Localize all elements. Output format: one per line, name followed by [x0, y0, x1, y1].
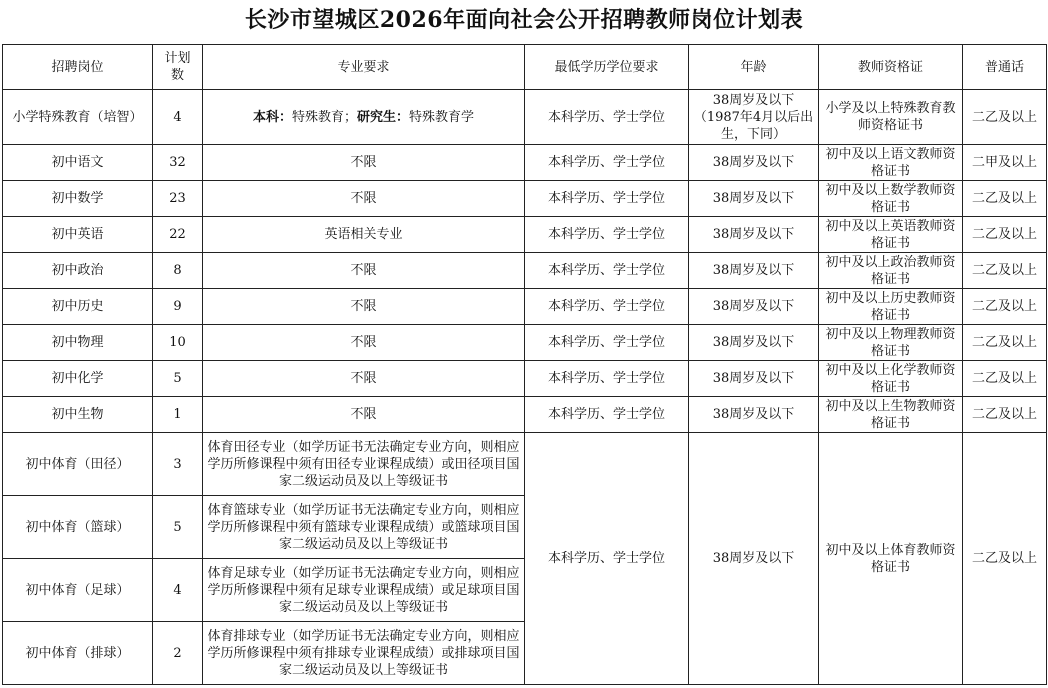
- cell-certificate: 初中及以上历史教师资格证书: [819, 289, 963, 325]
- cell-major: 体育田径专业（如学历证书无法确定专业方向，则相应学历所修课程中须有田径专业课程成绩）或田径项目国家二级运动员及以上等级证书: [203, 433, 525, 496]
- cell-position: 小学特殊教育（培智）: [3, 90, 153, 145]
- cell-education: 本科学历、学士学位: [525, 181, 689, 217]
- cell-major: 不限: [203, 289, 525, 325]
- major-text-graduate: 特殊教育学: [409, 109, 475, 125]
- header-education: 最低学历学位要求: [525, 45, 689, 90]
- cell-position: 初中政治: [3, 253, 153, 289]
- cell-education: 本科学历、学士学位: [525, 325, 689, 361]
- cell-major: 不限: [203, 325, 525, 361]
- header-age: 年龄: [689, 45, 819, 90]
- cell-major: 不限: [203, 361, 525, 397]
- cell-education: 本科学历、学士学位: [525, 289, 689, 325]
- cell-education: 本科学历、学士学位: [525, 145, 689, 181]
- cell-major: 体育篮球专业（如学历证书无法确定专业方向，则相应学历所修课程中须有篮球专业课程成绩）或篮球项目国家二级运动员及以上等级证书: [203, 496, 525, 559]
- cell-mandarin: 二乙及以上: [963, 90, 1047, 145]
- cell-certificate-merged: 初中及以上体育教师资格证书: [819, 433, 963, 685]
- table-row: [3, 217, 1047, 253]
- header-certificate: 教师资格证: [819, 45, 963, 90]
- cell-position: 初中体育（篮球）: [3, 496, 153, 559]
- cell-major: 体育排球专业（如学历证书无法确定专业方向，则相应学历所修课程中须有排球专业课程成绩）或排球项目国家二级运动员及以上等级证书: [203, 622, 525, 685]
- cell-mandarin: 二乙及以上: [963, 253, 1047, 289]
- cell-certificate: 初中及以上数学教师资格证书: [819, 181, 963, 217]
- cell-major: 不限: [203, 397, 525, 433]
- cell-major: [203, 90, 525, 145]
- cell-position: 初中体育（田径）: [3, 433, 153, 496]
- cell-position: 初中语文: [3, 145, 153, 181]
- cell-age: 38周岁及以下: [689, 397, 819, 433]
- cell-count: 8: [153, 253, 203, 289]
- cell-age: 38周岁及以下: [689, 361, 819, 397]
- cell-mandarin: 二乙及以上: [963, 217, 1047, 253]
- cell-age: 38周岁及以下: [689, 325, 819, 361]
- cell-position: 初中体育（排球）: [3, 622, 153, 685]
- major-text-undergrad: 特殊教育；: [291, 109, 357, 125]
- cell-count: 2: [153, 622, 203, 685]
- cell-certificate: 初中及以上语文教师资格证书: [819, 145, 963, 181]
- table-row: [3, 361, 1047, 397]
- table-row: [3, 397, 1047, 433]
- cell-count: 5: [153, 361, 203, 397]
- cell-count: 4: [153, 559, 203, 622]
- header-position: 招聘岗位: [3, 45, 153, 90]
- cell-major: 不限: [203, 181, 525, 217]
- table-row: [3, 433, 1047, 496]
- cell-mandarin: 二甲及以上: [963, 145, 1047, 181]
- cell-education: 本科学历、学士学位: [525, 361, 689, 397]
- table-row: [3, 90, 1047, 145]
- cell-mandarin: 二乙及以上: [963, 361, 1047, 397]
- cell-count: 3: [153, 433, 203, 496]
- header-count-text: 计划数: [164, 51, 191, 83]
- cell-count: 10: [153, 325, 203, 361]
- cell-education: 本科学历、学士学位: [525, 90, 689, 145]
- cell-major: 体育足球专业（如学历证书无法确定专业方向，则相应学历所修课程中须有足球专业课程成绩）或足球项目国家二级运动员及以上等级证书: [203, 559, 525, 622]
- table-row: [3, 289, 1047, 325]
- cell-position: 初中历史: [3, 289, 153, 325]
- cell-count: 5: [153, 496, 203, 559]
- cell-position: 初中数学: [3, 181, 153, 217]
- table-row: [3, 181, 1047, 217]
- cell-age: 38周岁及以下（1987年4月以后出生，下同）: [689, 90, 819, 145]
- cell-certificate: 初中及以上生物教师资格证书: [819, 397, 963, 433]
- cell-major: 不限: [203, 253, 525, 289]
- table-row: [3, 325, 1047, 361]
- cell-age: 38周岁及以下: [689, 181, 819, 217]
- cell-count: 32: [153, 145, 203, 181]
- cell-mandarin-merged: 二乙及以上: [963, 433, 1047, 685]
- cell-education: 本科学历、学士学位: [525, 217, 689, 253]
- major-label-undergrad: 本科：: [252, 109, 292, 125]
- cell-mandarin: 二乙及以上: [963, 325, 1047, 361]
- cell-count: 9: [153, 289, 203, 325]
- cell-age: 38周岁及以下: [689, 217, 819, 253]
- header-major: 专业要求: [203, 45, 525, 90]
- cell-count: 1: [153, 397, 203, 433]
- table-header-row: [3, 45, 1047, 90]
- page-title: 长沙市望城区2026年面向社会公开招聘教师岗位计划表: [244, 7, 804, 33]
- cell-count: 23: [153, 181, 203, 217]
- cell-age: 38周岁及以下: [689, 253, 819, 289]
- header-mandarin: 普通话: [963, 45, 1047, 90]
- cell-certificate: 小学及以上特殊教育教师资格证书: [819, 90, 963, 145]
- cell-age-merged: 38周岁及以下: [689, 433, 819, 685]
- cell-position: 初中生物: [3, 397, 153, 433]
- cell-education: 本科学历、学士学位: [525, 253, 689, 289]
- cell-position: 初中化学: [3, 361, 153, 397]
- major-label-graduate: 研究生：: [357, 109, 410, 125]
- cell-count: 4: [153, 90, 203, 145]
- table-row: [3, 145, 1047, 181]
- cell-certificate: 初中及以上化学教师资格证书: [819, 361, 963, 397]
- cell-major: 不限: [203, 145, 525, 181]
- cell-position: 初中物理: [3, 325, 153, 361]
- cell-age: 38周岁及以下: [689, 145, 819, 181]
- cell-mandarin: 二乙及以上: [963, 397, 1047, 433]
- cell-mandarin: 二乙及以上: [963, 181, 1047, 217]
- cell-certificate: 初中及以上政治教师资格证书: [819, 253, 963, 289]
- cell-mandarin: 二乙及以上: [963, 289, 1047, 325]
- cell-education: 本科学历、学士学位: [525, 397, 689, 433]
- cell-age: 38周岁及以下: [689, 289, 819, 325]
- table-row: [3, 253, 1047, 289]
- recruitment-plan-table: [2, 44, 1047, 685]
- header-count: [153, 45, 203, 90]
- cell-major: 英语相关专业: [203, 217, 525, 253]
- cell-count: 22: [153, 217, 203, 253]
- cell-certificate: 初中及以上英语教师资格证书: [819, 217, 963, 253]
- cell-certificate: 初中及以上物理教师资格证书: [819, 325, 963, 361]
- cell-position: 初中体育（足球）: [3, 559, 153, 622]
- cell-education-merged: 本科学历、学士学位: [525, 433, 689, 685]
- cell-position: 初中英语: [3, 217, 153, 253]
